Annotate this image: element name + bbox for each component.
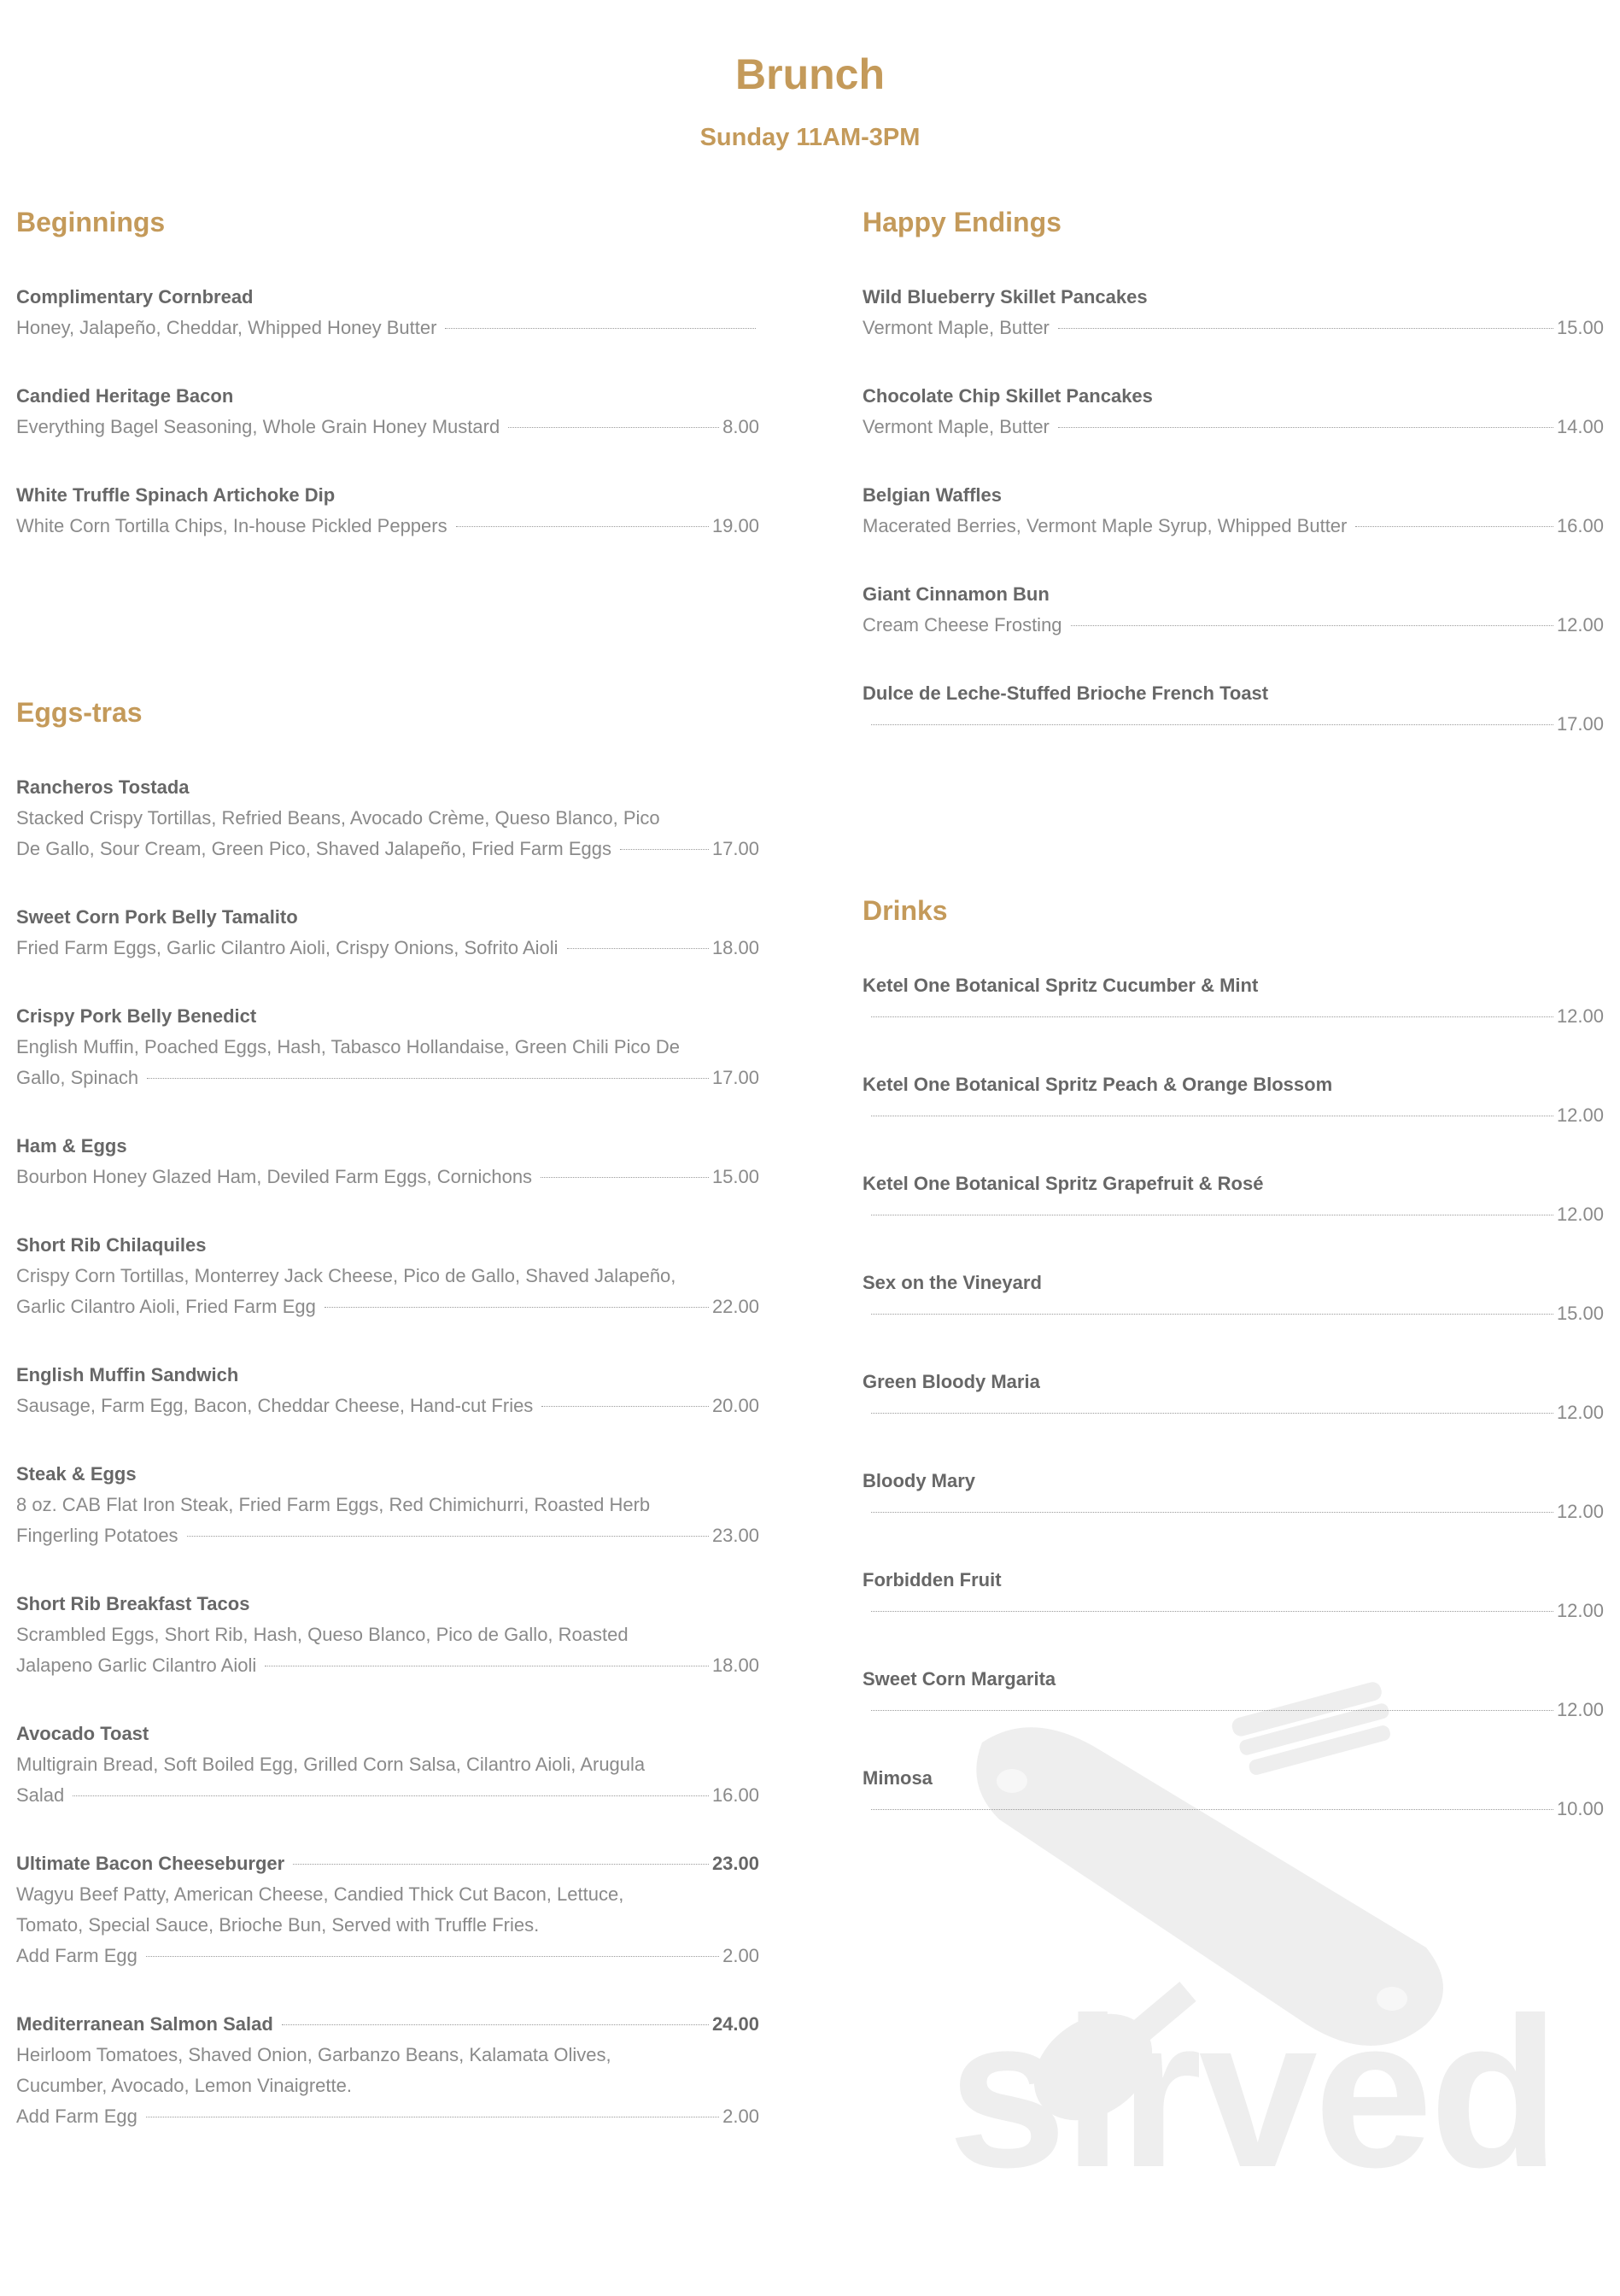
item-name: Ketel One Botanical Spritz Peach & Orange Blossom <box>863 1074 1333 1095</box>
menu-item <box>16 1001 759 1093</box>
item-line <box>863 1199 1604 1230</box>
menu-item <box>16 772 759 864</box>
drink-item <box>863 1565 1604 1626</box>
item-name: Dulce de Leche-Stuffed Brioche French Toast <box>863 682 1269 704</box>
item-name: Mimosa <box>863 1767 933 1789</box>
item-name: Chocolate Chip Skillet Pancakes <box>863 385 1153 407</box>
item-description: Wagyu Beef Patty, American Cheese, Candied Thick Cut Bacon, Lettuce, <box>16 1883 624 1905</box>
item-name: Green Bloody Maria <box>863 1371 1040 1392</box>
dot-leader <box>187 1536 709 1537</box>
item-price: 19.00 <box>711 515 759 536</box>
dot-leader <box>146 1956 719 1957</box>
item-price: 17.00 <box>711 1067 759 1088</box>
item-name: Complimentary Cornbread <box>16 286 254 308</box>
item-name: Wild Blueberry Skillet Pancakes <box>863 286 1148 308</box>
item-name: Ham & Eggs <box>16 1135 127 1157</box>
item-price: 16.00 <box>711 1784 759 1806</box>
item-name: Steak & Eggs <box>16 1463 137 1485</box>
dot-leader <box>541 1177 709 1178</box>
menu-item <box>16 381 759 442</box>
item-name: Ultimate Bacon Cheeseburger <box>16 1853 285 1874</box>
dot-leader <box>293 1864 709 1865</box>
item-name: Giant Cinnamon Bun <box>863 583 1050 605</box>
item-line <box>16 1063 759 1093</box>
dot-leader <box>871 1413 1553 1414</box>
item-line <box>863 610 1604 641</box>
addon-label: Add Farm Egg <box>16 1945 137 1966</box>
addon-line <box>16 2101 759 2132</box>
watermark-text: sirved <box>948 1973 1557 2211</box>
menu-item <box>863 282 1604 343</box>
item-line <box>863 511 1604 542</box>
item-name: Crispy Pork Belly Benedict <box>16 1005 257 1027</box>
item-description: White Corn Tortilla Chips, In-house Pickled Peppers <box>16 515 447 536</box>
item-description: Macerated Berries, Vermont Maple Syrup, Whipped Butter <box>863 515 1348 536</box>
item-line <box>863 1397 1604 1428</box>
item-price: 23.00 <box>711 1525 759 1546</box>
item-price: 12.00 <box>1556 1402 1604 1423</box>
section-title-eggstras: Eggs-tras <box>16 697 143 728</box>
item-price: 17.00 <box>1556 713 1604 735</box>
item-line <box>16 1292 759 1322</box>
menu-item <box>16 902 759 964</box>
drink-item <box>863 1069 1604 1131</box>
menu-item <box>16 480 759 542</box>
item-price: 15.00 <box>711 1166 759 1187</box>
item-description: De Gallo, Sour Cream, Green Pico, Shaved Jalapeño, Fried Farm Eggs <box>16 838 611 859</box>
item-price: 12.00 <box>1556 1699 1604 1720</box>
menu-item <box>863 678 1604 740</box>
page-subtitle: Sunday 11AM-3PM <box>699 124 921 151</box>
menu-item <box>863 579 1604 641</box>
item-line <box>863 709 1604 740</box>
dot-leader <box>456 526 709 527</box>
menu-item <box>863 480 1604 542</box>
item-line <box>16 1162 759 1192</box>
item-description: English Muffin, Poached Eggs, Hash, Tabasco Hollandaise, Green Chili Pico De <box>16 1036 680 1057</box>
item-description: Scrambled Eggs, Short Rib, Hash, Queso Blanco, Pico de Gallo, Roasted <box>16 1624 629 1645</box>
item-price: 18.00 <box>711 937 759 958</box>
drink-item <box>863 1367 1604 1428</box>
item-description: Cucumber, Avocado, Lemon Vinaigrette. <box>16 2075 352 2096</box>
item-line <box>863 313 1604 343</box>
item-name: Rancheros Tostada <box>16 776 190 798</box>
dot-leader <box>871 1611 1553 1612</box>
item-name: English Muffin Sandwich <box>16 1364 239 1385</box>
menu-item-burger <box>16 1848 759 1971</box>
item-name: Sex on the Vineyard <box>863 1272 1042 1293</box>
item-price: 23.00 <box>711 1853 759 1874</box>
item-description: Garlic Cilantro Aioli, Fried Farm Egg <box>16 1296 316 1317</box>
dot-leader <box>1058 328 1553 329</box>
item-description: Heirloom Tomatoes, Shaved Onion, Garbanzo Beans, Kalamata Olives, <box>16 2044 611 2065</box>
item-price: 15.00 <box>1556 317 1604 338</box>
item-name: Short Rib Breakfast Tacos <box>16 1593 250 1614</box>
item-price: 16.00 <box>1556 515 1604 536</box>
dot-leader <box>1355 526 1553 527</box>
menu-item <box>863 381 1604 442</box>
item-price: 14.00 <box>1556 416 1604 437</box>
item-line <box>16 1650 759 1681</box>
dot-leader <box>871 1314 1553 1315</box>
happy-endings-list <box>863 282 1604 740</box>
item-description: Stacked Crispy Tortillas, Refried Beans, Avocado Crème, Queso Blanco, Pico <box>16 807 660 829</box>
item-price: 12.00 <box>1556 1501 1604 1522</box>
item-price: 22.00 <box>711 1296 759 1317</box>
page-title: Brunch <box>735 50 885 98</box>
item-price: 12.00 <box>1556 614 1604 636</box>
item-price: 18.00 <box>711 1655 759 1676</box>
item-price: 15.00 <box>1556 1303 1604 1324</box>
section-title-happy-endings: Happy Endings <box>863 207 1061 237</box>
item-price: 24.00 <box>711 2013 759 2035</box>
drink-item <box>863 1763 1604 1824</box>
item-line <box>863 1001 1604 1032</box>
addon-line <box>16 1941 759 1971</box>
dot-leader <box>445 328 756 329</box>
dot-leader <box>871 1512 1553 1513</box>
dot-leader <box>508 427 719 428</box>
dot-leader <box>871 1016 1553 1017</box>
item-name: Ketel One Botanical Spritz Cucumber & Mint <box>863 975 1259 996</box>
drink-item <box>863 1168 1604 1230</box>
drink-item <box>863 1664 1604 1725</box>
dot-leader <box>1071 625 1553 626</box>
dot-leader <box>871 724 1553 725</box>
eggstras-list <box>16 772 759 2132</box>
item-price: 10.00 <box>1556 1798 1604 1819</box>
item-description: 8 oz. CAB Flat Iron Steak, Fried Farm Eggs, Red Chimichurri, Roasted Herb <box>16 1494 651 1515</box>
item-price: 12.00 <box>1556 1204 1604 1225</box>
dot-leader <box>73 1795 709 1796</box>
item-name: Sweet Corn Pork Belly Tamalito <box>16 906 298 928</box>
addon-price: 2.00 <box>722 2106 759 2127</box>
item-line <box>16 1780 759 1811</box>
item-line <box>16 313 759 343</box>
item-description: Multigrain Bread, Soft Boiled Egg, Grilled Corn Salsa, Cilantro Aioli, Arugula <box>16 1754 646 1775</box>
item-price: 20.00 <box>711 1395 759 1416</box>
item-name: Candied Heritage Bacon <box>16 385 234 407</box>
item-description: Vermont Maple, Butter <box>863 317 1050 338</box>
item-line <box>863 412 1604 442</box>
addon-label: Add Farm Egg <box>16 2106 137 2127</box>
dot-leader <box>541 1406 709 1407</box>
item-name: Avocado Toast <box>16 1723 149 1744</box>
item-name-line <box>16 1848 759 1879</box>
menu-item <box>16 282 759 343</box>
item-line <box>863 1100 1604 1131</box>
dot-leader <box>325 1307 709 1308</box>
item-line <box>16 933 759 964</box>
drink-item <box>863 970 1604 1032</box>
item-description: Cream Cheese Frosting <box>863 614 1062 636</box>
menu-item <box>16 1360 759 1421</box>
drink-item <box>863 1466 1604 1527</box>
item-description: Jalapeno Garlic Cilantro Aioli <box>16 1655 257 1676</box>
menu-item <box>16 1131 759 1192</box>
item-name: Short Rib Chilaquiles <box>16 1234 207 1256</box>
item-description: Fingerling Potatoes <box>16 1525 178 1546</box>
menu-item <box>16 1719 759 1811</box>
addon-price: 2.00 <box>722 1945 759 1966</box>
item-price: 12.00 <box>1556 1104 1604 1126</box>
dot-leader <box>567 948 709 949</box>
beginnings-list <box>16 282 759 542</box>
menu-item <box>16 1230 759 1322</box>
item-description: Crispy Corn Tortillas, Monterrey Jack Cheese, Pico de Gallo, Shaved Jalapeño, <box>16 1265 676 1286</box>
right-column <box>863 205 1604 1862</box>
item-name: Mediterranean Salmon Salad <box>16 2013 273 2035</box>
item-line <box>16 1520 759 1551</box>
item-line <box>863 1596 1604 1626</box>
dot-leader <box>147 1078 709 1079</box>
item-line <box>863 1298 1604 1329</box>
item-description: Everything Bagel Seasoning, Whole Grain Honey Mustard <box>16 416 500 437</box>
item-name-line <box>16 2009 759 2040</box>
dot-leader <box>282 2024 709 2025</box>
item-description: Tomato, Special Sauce, Brioche Bun, Served with Truffle Fries. <box>16 1914 540 1936</box>
item-description: Sausage, Farm Egg, Bacon, Cheddar Cheese, Hand-cut Fries <box>16 1395 534 1416</box>
item-name: Forbidden Fruit <box>863 1569 1002 1590</box>
item-description: Bourbon Honey Glazed Ham, Deviled Farm Eggs, Cornichons <box>16 1166 533 1187</box>
drinks-list <box>863 970 1604 1824</box>
item-description: Fried Farm Eggs, Garlic Cilantro Aioli, Crispy Onions, Sofrito Aioli <box>16 937 559 958</box>
item-name: Belgian Waffles <box>863 484 1002 506</box>
item-line <box>16 412 759 442</box>
item-price: 12.00 <box>1556 1005 1604 1027</box>
item-description: Vermont Maple, Butter <box>863 416 1050 437</box>
menu-item-salad <box>16 2009 759 2132</box>
dot-leader <box>620 849 709 850</box>
item-description: Gallo, Spinach <box>16 1067 139 1088</box>
item-line <box>863 1695 1604 1725</box>
item-line <box>16 1391 759 1421</box>
item-name: White Truffle Spinach Artichoke Dip <box>16 484 336 506</box>
item-line <box>863 1496 1604 1527</box>
item-name: Bloody Mary <box>863 1470 976 1491</box>
menu-item <box>16 1459 759 1551</box>
dot-leader <box>1058 427 1553 428</box>
section-title-drinks: Drinks <box>863 895 948 926</box>
item-line <box>863 1794 1604 1824</box>
item-name: Sweet Corn Margarita <box>863 1668 1056 1690</box>
item-line <box>16 511 759 542</box>
item-price: 12.00 <box>1556 1600 1604 1621</box>
item-name: Ketel One Botanical Spritz Grapefruit & Rosé <box>863 1173 1264 1194</box>
menu-item <box>16 1589 759 1681</box>
section-title-beginnings: Beginnings <box>16 207 166 237</box>
dot-leader <box>871 1710 1553 1711</box>
item-description: Honey, Jalapeño, Cheddar, Whipped Honey Butter <box>16 317 437 338</box>
dot-leader <box>871 1809 1553 1810</box>
item-price: 8.00 <box>722 416 759 437</box>
left-column <box>16 205 759 2170</box>
item-line <box>16 834 759 864</box>
item-price: 17.00 <box>711 838 759 859</box>
item-description: Salad <box>16 1784 65 1806</box>
drink-item <box>863 1268 1604 1329</box>
